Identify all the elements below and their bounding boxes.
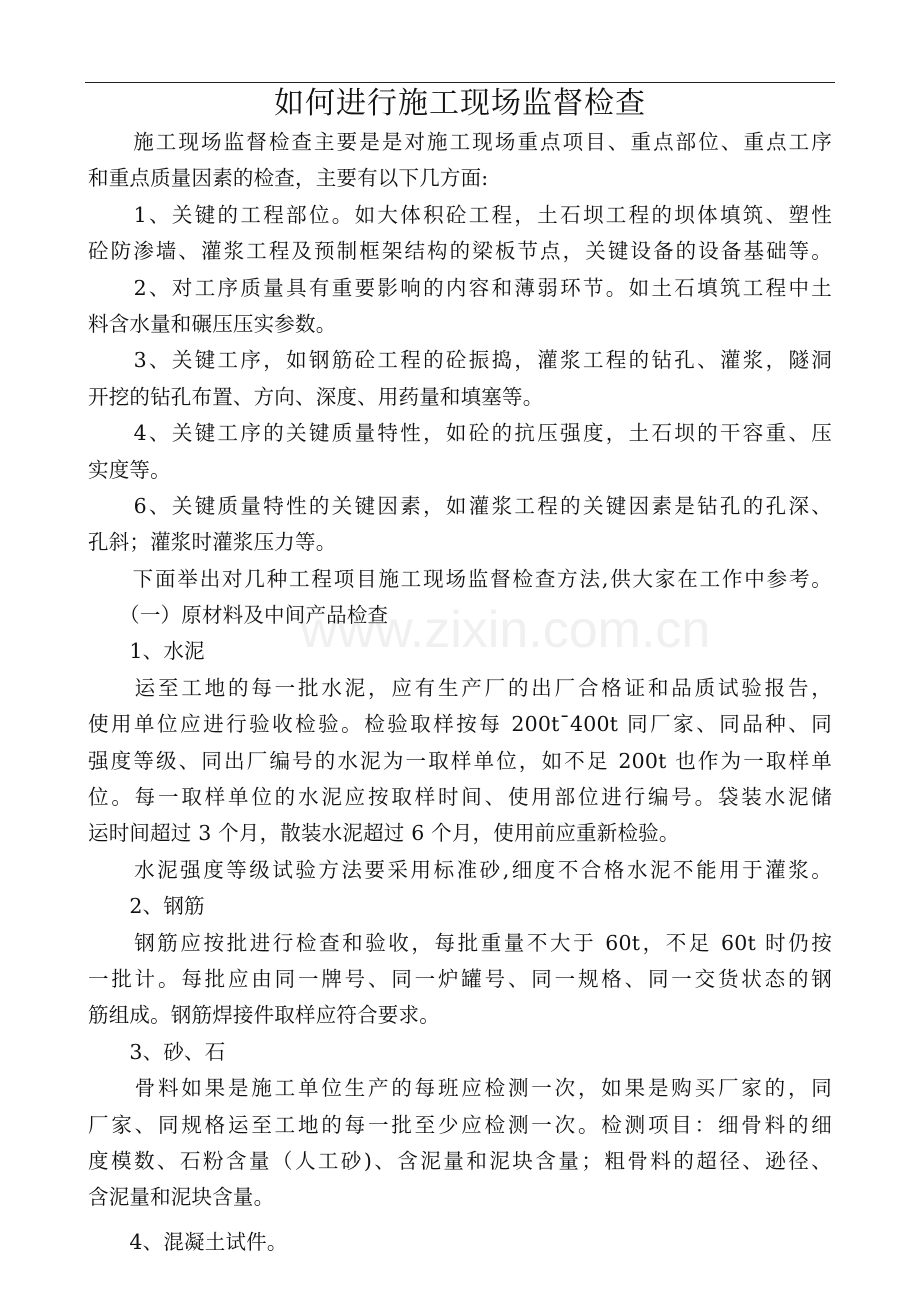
- text-line: 一批计。每批应由同一牌号、同一炉罐号、同一规格、同一交货状态的钢: [88, 966, 832, 991]
- text-line: 孔斜；灌浆时灌浆压力等。: [88, 530, 337, 555]
- text-line: 骨料如果是施工单位生产的每班应检测一次，如果是购买厂家的，同: [88, 1076, 832, 1101]
- watermark: www.zixin.com.cn: [300, 601, 711, 659]
- text-line: 运至工地的每一批水泥，应有生产厂的出厂合格证和品质试验报告，: [88, 675, 832, 700]
- text-line: 施工现场监督检查主要是是对施工现场重点项目、重点部位、重点工序: [88, 130, 832, 154]
- text-line: 1、关键的工程部位。如大体积砼工程，土石坝工程的坝体填筑、塑性: [88, 202, 832, 227]
- subsection-heading: 1、水泥: [88, 639, 205, 664]
- text-line: 位。每一取样单位的水泥应按取样时间、使用部位进行编号。袋装水泥储: [88, 785, 832, 810]
- text-line: 度模数、石粉含量（人工砂)、含泥量和泥块含量；粗骨料的超径、逊径、: [88, 1148, 832, 1173]
- text-line: 实度等。: [88, 457, 171, 482]
- subsection-heading: 4、混凝土试件。: [88, 1229, 288, 1254]
- text-line: 料含水量和碾压压实参数。: [88, 311, 337, 336]
- text-line: 3、关键工序，如钢筋砼工程的砼振捣，灌浆工程的钻孔、灌浆，隧洞: [88, 348, 832, 373]
- text-line: 运时间超过 3 个月，散装水泥超过 6 个月，使用前应重新检验。: [88, 821, 680, 846]
- text-line: 厂家、同规格运至工地的每一批至少应检测一次。检测项目：细骨料的细: [88, 1112, 832, 1137]
- text-line: 砼防渗墙、灌浆工程及预制框架结构的梁板节点，关键设备的设备基础等。: [88, 239, 832, 264]
- text-line: 开挖的钻孔布置、方向、深度、用药量和填塞等。: [88, 384, 544, 409]
- text-line: 水泥强度等级试验方法要采用标准砂,细度不合格水泥不能用于灌浆。: [88, 857, 832, 882]
- text-line: 钢筋应按批进行检查和验收，每批重量不大于 60t，不足 60t 时仍按: [88, 930, 832, 955]
- subsection-heading: 3、砂、石: [88, 1039, 226, 1064]
- text-line: 筋组成。钢筋焊接件取样应符合要求。: [88, 1003, 440, 1028]
- text-line: 和重点质量因素的检查，主要有以下几方面:: [88, 166, 489, 191]
- subsection-heading: 2、钢筋: [88, 894, 205, 919]
- text-line: 下面举出对几种工程项目施工现场监督检查方法,供大家在工作中参考。: [88, 566, 832, 591]
- text-line: 6、关键质量特性的关键因素，如灌浆工程的关键因素是钻孔的孔深、: [88, 493, 832, 518]
- text-line: 含泥量和泥块含量。: [88, 1185, 275, 1210]
- text-line: 使用单位应进行验收检验。检验取样按每 200t¯400t 同厂家、同品种、同: [88, 712, 832, 737]
- text-line: 强度等级、同出厂编号的水泥为一取样单位，如不足 200t 也作为一取样单: [88, 748, 832, 773]
- section-heading: （一）原材料及中间产品检查: [88, 603, 389, 628]
- text-line: 2、对工序质量具有重要影响的内容和薄弱环节。如土石填筑工程中土: [88, 275, 832, 300]
- document-body: [88, 124, 832, 1260]
- document-title: 如何进行施工现场监督检查: [274, 86, 646, 121]
- text-line: 4、关键工序的关键质量特性，如砼的抗压强度，土石坝的干容重、压: [88, 421, 832, 446]
